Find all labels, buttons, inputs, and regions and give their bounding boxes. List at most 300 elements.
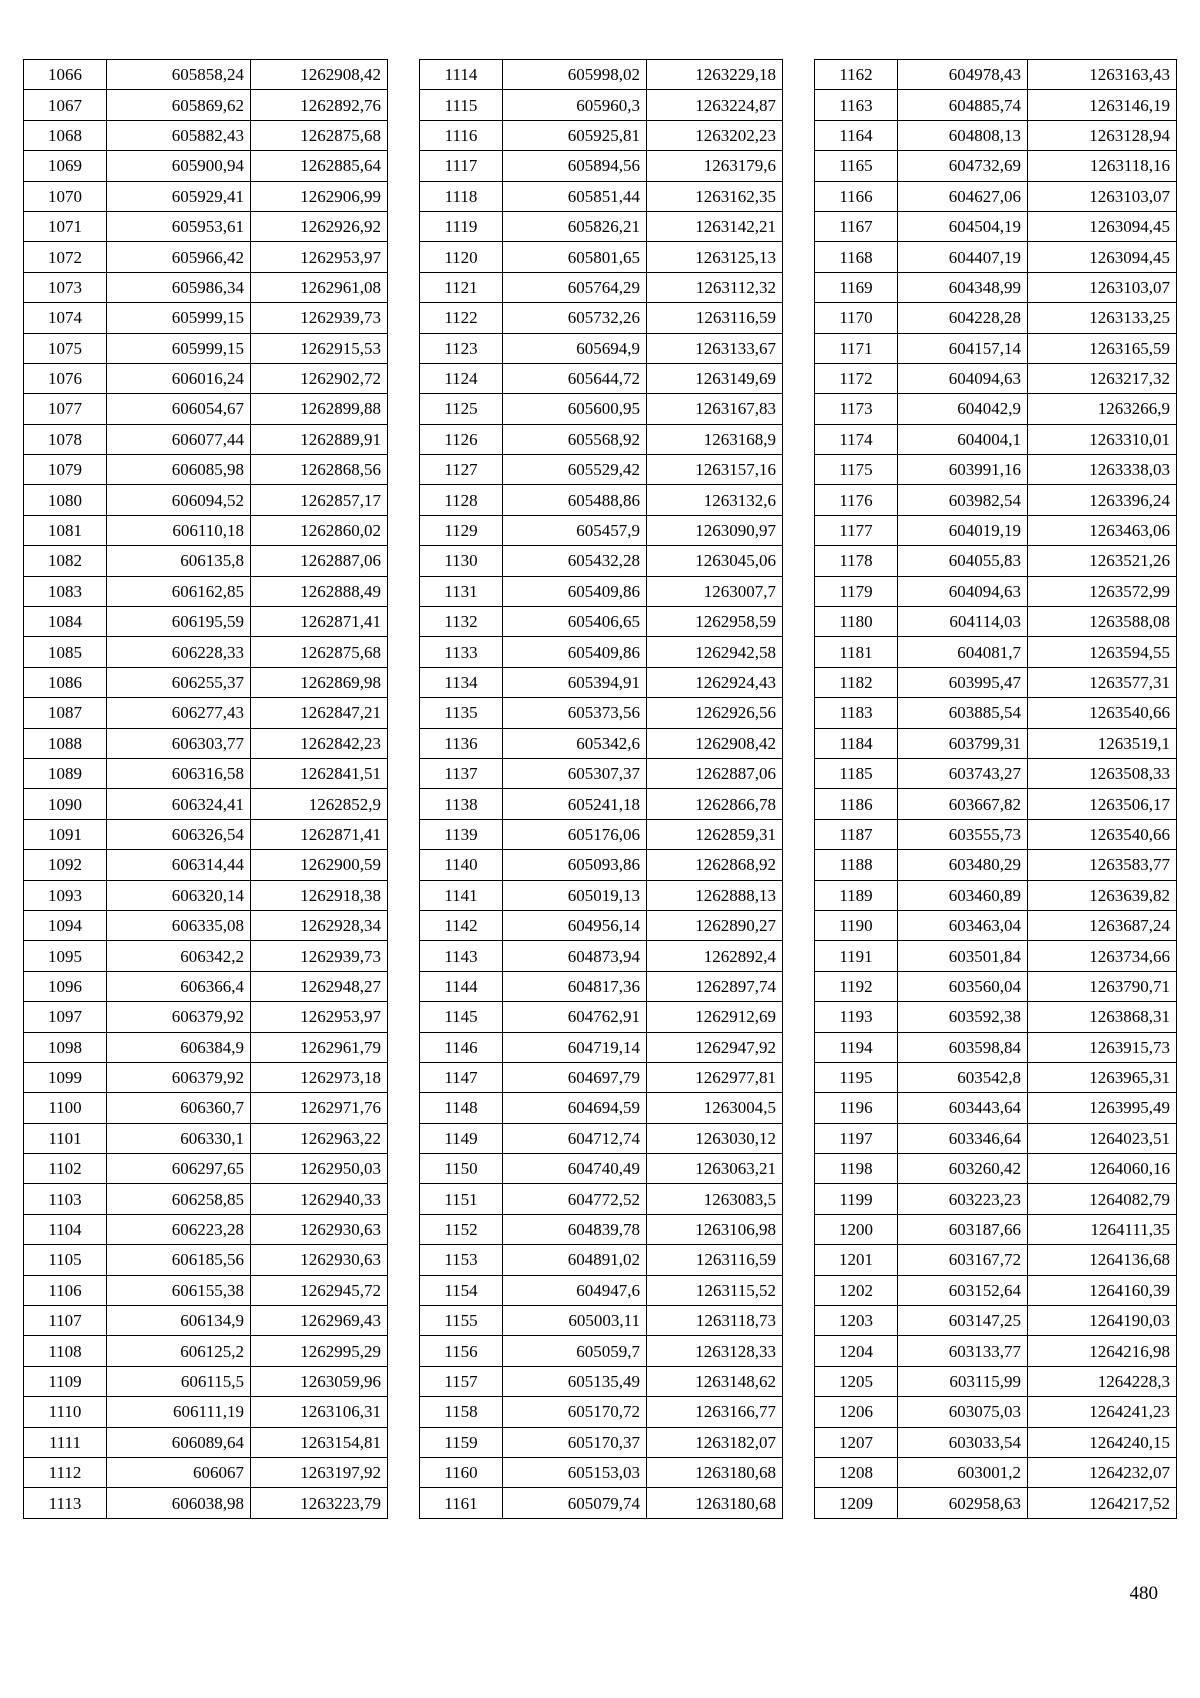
x-coordinate-cell: 606258,85 bbox=[107, 1184, 251, 1214]
y-coordinate-cell: 1263266,9 bbox=[1028, 394, 1177, 424]
y-coordinate-cell: 1263125,13 bbox=[647, 242, 783, 272]
y-coordinate-cell: 1263197,92 bbox=[251, 1457, 388, 1487]
x-coordinate-cell: 605851,44 bbox=[503, 181, 647, 211]
x-coordinate-cell: 603598,84 bbox=[898, 1032, 1028, 1062]
y-coordinate-cell: 1264216,98 bbox=[1028, 1336, 1177, 1366]
point-number-cell: 1136 bbox=[420, 728, 503, 758]
y-coordinate-cell: 1263310,01 bbox=[1028, 424, 1177, 454]
table-row bbox=[24, 181, 388, 211]
point-number-cell: 1175 bbox=[815, 455, 898, 485]
table-row bbox=[420, 667, 783, 697]
point-number-cell: 1205 bbox=[815, 1366, 898, 1396]
y-coordinate-cell: 1263163,43 bbox=[1028, 60, 1177, 90]
point-number-cell: 1106 bbox=[24, 1275, 107, 1305]
y-coordinate-cell: 1264228,3 bbox=[1028, 1366, 1177, 1396]
point-number-cell: 1137 bbox=[420, 758, 503, 788]
y-coordinate-cell: 1263521,26 bbox=[1028, 546, 1177, 576]
table-row bbox=[24, 728, 388, 758]
point-number-cell: 1125 bbox=[420, 394, 503, 424]
point-number-cell: 1180 bbox=[815, 607, 898, 637]
point-number-cell: 1196 bbox=[815, 1093, 898, 1123]
point-number-cell: 1096 bbox=[24, 971, 107, 1001]
table-row bbox=[420, 1427, 783, 1457]
point-number-cell: 1201 bbox=[815, 1245, 898, 1275]
table-row bbox=[815, 303, 1177, 333]
x-coordinate-cell: 604732,69 bbox=[898, 151, 1028, 181]
x-coordinate-cell: 606038,98 bbox=[107, 1488, 251, 1518]
table-row bbox=[420, 546, 783, 576]
y-coordinate-cell: 1263202,23 bbox=[647, 120, 783, 150]
table-row bbox=[24, 910, 388, 940]
x-coordinate-cell: 606185,56 bbox=[107, 1245, 251, 1275]
table-row bbox=[24, 424, 388, 454]
point-number-cell: 1133 bbox=[420, 637, 503, 667]
y-coordinate-cell: 1263583,77 bbox=[1028, 850, 1177, 880]
point-number-cell: 1105 bbox=[24, 1245, 107, 1275]
x-coordinate-cell: 606077,44 bbox=[107, 424, 251, 454]
table-row bbox=[815, 424, 1177, 454]
table-row bbox=[420, 607, 783, 637]
x-coordinate-cell: 604504,19 bbox=[898, 211, 1028, 241]
table-row bbox=[420, 576, 783, 606]
x-coordinate-cell: 606255,37 bbox=[107, 667, 251, 697]
x-coordinate-cell: 605826,21 bbox=[503, 211, 647, 241]
x-coordinate-cell: 606379,92 bbox=[107, 1062, 251, 1092]
x-coordinate-cell: 605488,86 bbox=[503, 485, 647, 515]
point-number-cell: 1165 bbox=[815, 151, 898, 181]
point-number-cell: 1077 bbox=[24, 394, 107, 424]
y-coordinate-cell: 1263094,45 bbox=[1028, 211, 1177, 241]
table-row bbox=[815, 211, 1177, 241]
y-coordinate-cell: 1263133,67 bbox=[647, 333, 783, 363]
y-coordinate-cell: 1262953,97 bbox=[251, 1002, 388, 1032]
y-coordinate-cell: 1262859,31 bbox=[647, 819, 783, 849]
point-number-cell: 1115 bbox=[420, 90, 503, 120]
x-coordinate-cell: 605894,56 bbox=[503, 151, 647, 181]
y-coordinate-cell: 1263115,52 bbox=[647, 1275, 783, 1305]
x-coordinate-cell: 605019,13 bbox=[503, 880, 647, 910]
point-number-cell: 1073 bbox=[24, 272, 107, 302]
point-number-cell: 1173 bbox=[815, 394, 898, 424]
x-coordinate-cell: 603592,38 bbox=[898, 1002, 1028, 1032]
y-coordinate-cell: 1263106,31 bbox=[251, 1397, 388, 1427]
point-number-cell: 1128 bbox=[420, 485, 503, 515]
point-number-cell: 1197 bbox=[815, 1123, 898, 1153]
y-coordinate-cell: 1263106,98 bbox=[647, 1214, 783, 1244]
y-coordinate-cell: 1262887,06 bbox=[647, 758, 783, 788]
y-coordinate-cell: 1262958,59 bbox=[647, 607, 783, 637]
y-coordinate-cell: 1262926,56 bbox=[647, 698, 783, 728]
x-coordinate-cell: 603560,04 bbox=[898, 971, 1028, 1001]
table-row bbox=[815, 1245, 1177, 1275]
table-row bbox=[815, 1214, 1177, 1244]
y-coordinate-cell: 1263103,07 bbox=[1028, 272, 1177, 302]
table-row bbox=[24, 455, 388, 485]
table-row bbox=[815, 1366, 1177, 1396]
point-number-cell: 1149 bbox=[420, 1123, 503, 1153]
table-row bbox=[420, 637, 783, 667]
point-number-cell: 1151 bbox=[420, 1184, 503, 1214]
x-coordinate-cell: 605153,03 bbox=[503, 1457, 647, 1487]
point-number-cell: 1081 bbox=[24, 515, 107, 545]
x-coordinate-cell: 604712,74 bbox=[503, 1123, 647, 1153]
y-coordinate-cell: 1262915,53 bbox=[251, 333, 388, 363]
y-coordinate-cell: 1262892,76 bbox=[251, 90, 388, 120]
point-number-cell: 1160 bbox=[420, 1457, 503, 1487]
x-coordinate-cell: 605394,91 bbox=[503, 667, 647, 697]
y-coordinate-cell: 1263180,68 bbox=[647, 1488, 783, 1518]
point-number-cell: 1107 bbox=[24, 1306, 107, 1336]
y-coordinate-cell: 1263118,73 bbox=[647, 1306, 783, 1336]
point-number-cell: 1088 bbox=[24, 728, 107, 758]
table-row bbox=[24, 1093, 388, 1123]
y-coordinate-cell: 1262902,72 bbox=[251, 363, 388, 393]
x-coordinate-cell: 606054,67 bbox=[107, 394, 251, 424]
table-row bbox=[420, 1032, 783, 1062]
x-coordinate-cell: 606094,52 bbox=[107, 485, 251, 515]
point-number-cell: 1083 bbox=[24, 576, 107, 606]
y-coordinate-cell: 1262950,03 bbox=[251, 1154, 388, 1184]
table-row bbox=[24, 667, 388, 697]
table-row bbox=[815, 850, 1177, 880]
x-coordinate-cell: 603115,99 bbox=[898, 1366, 1028, 1396]
table-row bbox=[420, 1275, 783, 1305]
y-coordinate-cell: 1262842,23 bbox=[251, 728, 388, 758]
x-coordinate-cell: 605373,56 bbox=[503, 698, 647, 728]
x-coordinate-cell: 604740,49 bbox=[503, 1154, 647, 1184]
table-row bbox=[24, 1366, 388, 1396]
x-coordinate-cell: 603147,25 bbox=[898, 1306, 1028, 1336]
y-coordinate-cell: 1262963,22 bbox=[251, 1123, 388, 1153]
table-row bbox=[815, 1093, 1177, 1123]
x-coordinate-cell: 603743,27 bbox=[898, 758, 1028, 788]
x-coordinate-cell: 603133,77 bbox=[898, 1336, 1028, 1366]
x-coordinate-cell: 604947,6 bbox=[503, 1275, 647, 1305]
point-number-cell: 1157 bbox=[420, 1366, 503, 1396]
table-row bbox=[24, 120, 388, 150]
x-coordinate-cell: 605986,34 bbox=[107, 272, 251, 302]
y-coordinate-cell: 1263229,18 bbox=[647, 60, 783, 90]
table-row bbox=[815, 819, 1177, 849]
x-coordinate-cell: 604407,19 bbox=[898, 242, 1028, 272]
x-coordinate-cell: 606379,92 bbox=[107, 1002, 251, 1032]
x-coordinate-cell: 603460,89 bbox=[898, 880, 1028, 910]
x-coordinate-cell: 605241,18 bbox=[503, 789, 647, 819]
x-coordinate-cell: 604114,03 bbox=[898, 607, 1028, 637]
x-coordinate-cell: 606320,14 bbox=[107, 880, 251, 910]
point-number-cell: 1140 bbox=[420, 850, 503, 880]
y-coordinate-cell: 1262868,92 bbox=[647, 850, 783, 880]
y-coordinate-cell: 1263090,97 bbox=[647, 515, 783, 545]
x-coordinate-cell: 603501,84 bbox=[898, 941, 1028, 971]
table-row bbox=[420, 120, 783, 150]
x-coordinate-cell: 606324,41 bbox=[107, 789, 251, 819]
x-coordinate-cell: 604348,99 bbox=[898, 272, 1028, 302]
y-coordinate-cell: 1264190,03 bbox=[1028, 1306, 1177, 1336]
point-number-cell: 1182 bbox=[815, 667, 898, 697]
x-coordinate-cell: 605176,06 bbox=[503, 819, 647, 849]
table-row bbox=[24, 576, 388, 606]
y-coordinate-cell: 1262890,27 bbox=[647, 910, 783, 940]
x-coordinate-cell: 603885,54 bbox=[898, 698, 1028, 728]
table-row bbox=[420, 242, 783, 272]
table-row bbox=[24, 789, 388, 819]
point-number-cell: 1124 bbox=[420, 363, 503, 393]
y-coordinate-cell: 1262953,97 bbox=[251, 242, 388, 272]
point-number-cell: 1111 bbox=[24, 1427, 107, 1457]
x-coordinate-cell: 604228,28 bbox=[898, 303, 1028, 333]
table-row bbox=[815, 455, 1177, 485]
y-coordinate-cell: 1264160,39 bbox=[1028, 1275, 1177, 1305]
table-row bbox=[815, 1123, 1177, 1153]
point-number-cell: 1092 bbox=[24, 850, 107, 880]
y-coordinate-cell: 1262995,29 bbox=[251, 1336, 388, 1366]
point-number-cell: 1075 bbox=[24, 333, 107, 363]
point-number-cell: 1099 bbox=[24, 1062, 107, 1092]
y-coordinate-cell: 1263734,66 bbox=[1028, 941, 1177, 971]
table-row bbox=[24, 1214, 388, 1244]
point-number-cell: 1120 bbox=[420, 242, 503, 272]
point-number-cell: 1162 bbox=[815, 60, 898, 90]
y-coordinate-cell: 1263224,87 bbox=[647, 90, 783, 120]
point-number-cell: 1095 bbox=[24, 941, 107, 971]
point-number-cell: 1135 bbox=[420, 698, 503, 728]
y-coordinate-cell: 1262888,13 bbox=[647, 880, 783, 910]
table-row bbox=[815, 515, 1177, 545]
table-row bbox=[24, 971, 388, 1001]
table-row bbox=[24, 1488, 388, 1518]
x-coordinate-cell: 605900,94 bbox=[107, 151, 251, 181]
point-number-cell: 1194 bbox=[815, 1032, 898, 1062]
point-number-cell: 1150 bbox=[420, 1154, 503, 1184]
point-number-cell: 1154 bbox=[420, 1275, 503, 1305]
table-row bbox=[420, 728, 783, 758]
point-number-cell: 1131 bbox=[420, 576, 503, 606]
point-number-cell: 1078 bbox=[24, 424, 107, 454]
x-coordinate-cell: 604956,14 bbox=[503, 910, 647, 940]
table-row bbox=[420, 455, 783, 485]
y-coordinate-cell: 1264232,07 bbox=[1028, 1457, 1177, 1487]
table-row bbox=[815, 60, 1177, 90]
y-coordinate-cell: 1263166,77 bbox=[647, 1397, 783, 1427]
x-coordinate-cell: 603167,72 bbox=[898, 1245, 1028, 1275]
x-coordinate-cell: 605882,43 bbox=[107, 120, 251, 150]
y-coordinate-cell: 1262961,08 bbox=[251, 272, 388, 302]
point-number-cell: 1129 bbox=[420, 515, 503, 545]
table-row bbox=[815, 758, 1177, 788]
y-coordinate-cell: 1263030,12 bbox=[647, 1123, 783, 1153]
y-coordinate-cell: 1263506,17 bbox=[1028, 789, 1177, 819]
coordinate-table-2 bbox=[419, 59, 783, 1519]
x-coordinate-cell: 604885,74 bbox=[898, 90, 1028, 120]
y-coordinate-cell: 1262930,63 bbox=[251, 1245, 388, 1275]
x-coordinate-cell: 605409,86 bbox=[503, 576, 647, 606]
y-coordinate-cell: 1263083,5 bbox=[647, 1184, 783, 1214]
table-row bbox=[815, 910, 1177, 940]
table-row bbox=[420, 789, 783, 819]
x-coordinate-cell: 603075,03 bbox=[898, 1397, 1028, 1427]
y-coordinate-cell: 1262897,74 bbox=[647, 971, 783, 1001]
table-row bbox=[420, 1062, 783, 1092]
x-coordinate-cell: 605960,3 bbox=[503, 90, 647, 120]
y-coordinate-cell: 1263180,68 bbox=[647, 1457, 783, 1487]
table-row bbox=[420, 1002, 783, 1032]
table-row bbox=[815, 880, 1177, 910]
table-row bbox=[815, 1306, 1177, 1336]
point-number-cell: 1104 bbox=[24, 1214, 107, 1244]
x-coordinate-cell: 606366,4 bbox=[107, 971, 251, 1001]
x-coordinate-cell: 606330,1 bbox=[107, 1123, 251, 1153]
y-coordinate-cell: 1263116,59 bbox=[647, 303, 783, 333]
x-coordinate-cell: 605644,72 bbox=[503, 363, 647, 393]
x-coordinate-cell: 606342,2 bbox=[107, 941, 251, 971]
point-number-cell: 1209 bbox=[815, 1488, 898, 1518]
y-coordinate-cell: 1262875,68 bbox=[251, 637, 388, 667]
x-coordinate-cell: 605999,15 bbox=[107, 333, 251, 363]
y-coordinate-cell: 1263965,31 bbox=[1028, 1062, 1177, 1092]
y-coordinate-cell: 1262948,27 bbox=[251, 971, 388, 1001]
table-row bbox=[815, 1002, 1177, 1032]
point-number-cell: 1185 bbox=[815, 758, 898, 788]
table-row bbox=[24, 303, 388, 333]
table-row bbox=[24, 698, 388, 728]
table-row bbox=[24, 363, 388, 393]
x-coordinate-cell: 606223,28 bbox=[107, 1214, 251, 1244]
point-number-cell: 1171 bbox=[815, 333, 898, 363]
y-coordinate-cell: 1262942,58 bbox=[647, 637, 783, 667]
table-row bbox=[815, 1275, 1177, 1305]
y-coordinate-cell: 1263179,6 bbox=[647, 151, 783, 181]
point-number-cell: 1113 bbox=[24, 1488, 107, 1518]
table-row bbox=[815, 181, 1177, 211]
point-number-cell: 1172 bbox=[815, 363, 898, 393]
y-coordinate-cell: 1263116,59 bbox=[647, 1245, 783, 1275]
point-number-cell: 1184 bbox=[815, 728, 898, 758]
table-row bbox=[24, 1245, 388, 1275]
point-number-cell: 1177 bbox=[815, 515, 898, 545]
point-number-cell: 1069 bbox=[24, 151, 107, 181]
y-coordinate-cell: 1263142,21 bbox=[647, 211, 783, 241]
point-number-cell: 1084 bbox=[24, 607, 107, 637]
table-row bbox=[420, 90, 783, 120]
point-number-cell: 1153 bbox=[420, 1245, 503, 1275]
x-coordinate-cell: 605999,15 bbox=[107, 303, 251, 333]
x-coordinate-cell: 605732,26 bbox=[503, 303, 647, 333]
table-row bbox=[24, 1184, 388, 1214]
y-coordinate-cell: 1263588,08 bbox=[1028, 607, 1177, 637]
x-coordinate-cell: 605409,86 bbox=[503, 637, 647, 667]
y-coordinate-cell: 1263148,62 bbox=[647, 1366, 783, 1396]
table-row bbox=[815, 151, 1177, 181]
y-coordinate-cell: 1262871,41 bbox=[251, 607, 388, 637]
y-coordinate-cell: 1263112,32 bbox=[647, 272, 783, 302]
y-coordinate-cell: 1262924,43 bbox=[647, 667, 783, 697]
table-row bbox=[24, 90, 388, 120]
y-coordinate-cell: 1263103,07 bbox=[1028, 181, 1177, 211]
y-coordinate-cell: 1263508,33 bbox=[1028, 758, 1177, 788]
point-number-cell: 1086 bbox=[24, 667, 107, 697]
x-coordinate-cell: 603555,73 bbox=[898, 819, 1028, 849]
x-coordinate-cell: 604004,1 bbox=[898, 424, 1028, 454]
table-row bbox=[420, 394, 783, 424]
y-coordinate-cell: 1262889,91 bbox=[251, 424, 388, 454]
y-coordinate-cell: 1262887,06 bbox=[251, 546, 388, 576]
point-number-cell: 1147 bbox=[420, 1062, 503, 1092]
y-coordinate-cell: 1263165,59 bbox=[1028, 333, 1177, 363]
x-coordinate-cell: 603187,66 bbox=[898, 1214, 1028, 1244]
point-number-cell: 1169 bbox=[815, 272, 898, 302]
y-coordinate-cell: 1262940,33 bbox=[251, 1184, 388, 1214]
x-coordinate-cell: 603799,31 bbox=[898, 728, 1028, 758]
table-row bbox=[420, 850, 783, 880]
y-coordinate-cell: 1263182,07 bbox=[647, 1427, 783, 1457]
y-coordinate-cell: 1262892,4 bbox=[647, 941, 783, 971]
x-coordinate-cell: 604891,02 bbox=[503, 1245, 647, 1275]
table-row bbox=[420, 1123, 783, 1153]
x-coordinate-cell: 603001,2 bbox=[898, 1457, 1028, 1487]
y-coordinate-cell: 1262857,17 bbox=[251, 485, 388, 515]
table-row bbox=[815, 667, 1177, 697]
y-coordinate-cell: 1262939,73 bbox=[251, 941, 388, 971]
point-number-cell: 1191 bbox=[815, 941, 898, 971]
x-coordinate-cell: 603991,16 bbox=[898, 455, 1028, 485]
point-number-cell: 1166 bbox=[815, 181, 898, 211]
x-coordinate-cell: 604873,94 bbox=[503, 941, 647, 971]
point-number-cell: 1132 bbox=[420, 607, 503, 637]
y-coordinate-cell: 1262888,49 bbox=[251, 576, 388, 606]
point-number-cell: 1179 bbox=[815, 576, 898, 606]
y-coordinate-cell: 1262875,68 bbox=[251, 120, 388, 150]
point-number-cell: 1126 bbox=[420, 424, 503, 454]
x-coordinate-cell: 605135,49 bbox=[503, 1366, 647, 1396]
x-coordinate-cell: 603995,47 bbox=[898, 667, 1028, 697]
table-row bbox=[420, 363, 783, 393]
x-coordinate-cell: 604839,78 bbox=[503, 1214, 647, 1244]
y-coordinate-cell: 1263157,16 bbox=[647, 455, 783, 485]
y-coordinate-cell: 1264240,15 bbox=[1028, 1427, 1177, 1457]
point-number-cell: 1112 bbox=[24, 1457, 107, 1487]
x-coordinate-cell: 605694,9 bbox=[503, 333, 647, 363]
point-number-cell: 1156 bbox=[420, 1336, 503, 1366]
y-coordinate-cell: 1264082,79 bbox=[1028, 1184, 1177, 1214]
x-coordinate-cell: 604081,7 bbox=[898, 637, 1028, 667]
y-coordinate-cell: 1263168,9 bbox=[647, 424, 783, 454]
x-coordinate-cell: 605059,7 bbox=[503, 1336, 647, 1366]
y-coordinate-cell: 1262926,92 bbox=[251, 211, 388, 241]
x-coordinate-cell: 603443,64 bbox=[898, 1093, 1028, 1123]
table-row bbox=[420, 971, 783, 1001]
point-number-cell: 1192 bbox=[815, 971, 898, 1001]
y-coordinate-cell: 1263790,71 bbox=[1028, 971, 1177, 1001]
point-number-cell: 1110 bbox=[24, 1397, 107, 1427]
point-number-cell: 1204 bbox=[815, 1336, 898, 1366]
x-coordinate-cell: 603346,64 bbox=[898, 1123, 1028, 1153]
table-row bbox=[815, 363, 1177, 393]
x-coordinate-cell: 605764,29 bbox=[503, 272, 647, 302]
table-row bbox=[815, 90, 1177, 120]
point-number-cell: 1199 bbox=[815, 1184, 898, 1214]
point-number-cell: 1097 bbox=[24, 1002, 107, 1032]
y-coordinate-cell: 1263162,35 bbox=[647, 181, 783, 211]
x-coordinate-cell: 604719,14 bbox=[503, 1032, 647, 1062]
x-coordinate-cell: 606115,5 bbox=[107, 1366, 251, 1396]
x-coordinate-cell: 604094,63 bbox=[898, 363, 1028, 393]
x-coordinate-cell: 606155,38 bbox=[107, 1275, 251, 1305]
point-number-cell: 1117 bbox=[420, 151, 503, 181]
x-coordinate-cell: 605568,92 bbox=[503, 424, 647, 454]
x-coordinate-cell: 605529,42 bbox=[503, 455, 647, 485]
table-row bbox=[420, 1397, 783, 1427]
